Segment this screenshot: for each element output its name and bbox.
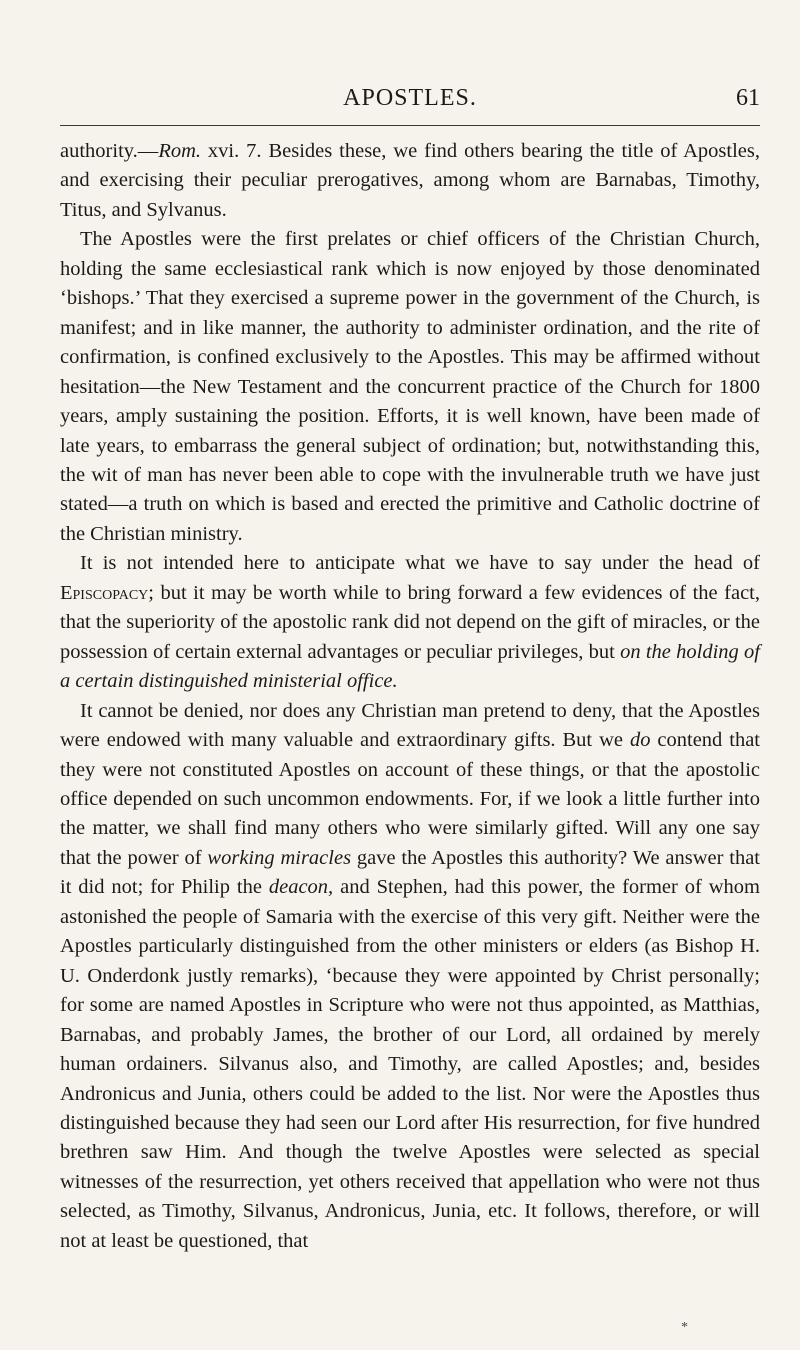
footer-mark: * bbox=[681, 1320, 688, 1335]
page-number: 61 bbox=[736, 85, 760, 111]
running-head bbox=[60, 85, 760, 115]
paragraph-3: It is not intended here to anticipate what we have to say under the head of Episcopacy; but it may be worth while to bring forward a few evidences of the fact, that the superiority of the apostolic rank did not depend on the gift of miracles, or the possession of certain external advantages or peculiar privileges, but on the holding of a certain distinguished ministerial office. bbox=[60, 552, 760, 693]
header-rule bbox=[60, 125, 760, 126]
paragraph-2: The Apostles were the first prelates or chief officers of the Christian Church, holding the same ecclesiastical rank which is now enjoyed by those denominated ‘bishops.’ That they exercised a supreme power in the government of the Church, is manifest; and in like manner, the authority to administer ordination, and the rite of confirmation, is confined exclusively to the Apostles. This may be affirmed without hesitation—the New Testament and the concurrent practice of the Church for 1800 years, amply sustaining the position. Efforts, it is well known, have been made of late years, to embarrass the general subject of ordination; but, notwithstanding this, the wit of man has never been able to cope with the invulnerable truth we have just stated—a truth on which is based and erected the primitive and Catholic doctrine of the Christian ministry. bbox=[60, 228, 760, 545]
body-text bbox=[60, 137, 760, 1256]
running-title: APOSTLES. bbox=[343, 85, 477, 111]
paragraph-4: It cannot be denied, nor does any Christian man pretend to deny, that the Apostles were endowed with many valuable and extraordinary gifts. But we do contend that they were not constituted Apostles on account of these things, or that the apostolic office depended on such uncommon endowments. For, if we look a little further into the matter, we shall find many others who were similarly gifted. Will any one say that the power of working miracles gave the Apostles this authority? We answer that it did not; for Philip the deacon, and Stephen, had this power, the former of whom astonished the people of Samaria with the exercise of this very gift. Neither were the Apostles particularly distinguished from the other ministers or elders (as Bishop H. U. Onderdonk justly remarks), ‘because they were appointed by Christ personally; for some are named Apostles in Scripture who were not thus appointed, as Matthias, Barnabas, and probably James, the brother of our Lord, all ordained by merely human ordainers. Silvanus also, and Timothy, are called Apostles; and, besides Andronicus and Junia, others could be added to the list. Nor were the Apostles thus distinguished because they had seen our Lord after His resurrection, for five hundred brethren saw Him. And though the twelve Apostles were selected as special witnesses of the resurrection, yet others received that appellation who were not thus selected, as Timothy, Silvanus, Andronicus, Junia, etc. It follows, therefore, or will not at least be questioned, that bbox=[60, 699, 761, 1252]
paragraph-1: authority.—Rom. xvi. 7. Besides these, we find others bearing the title of Apostles, and exercising their peculiar prerogatives, among whom are Barnabas, Timothy, Titus, and Sylvanus. bbox=[60, 140, 760, 221]
